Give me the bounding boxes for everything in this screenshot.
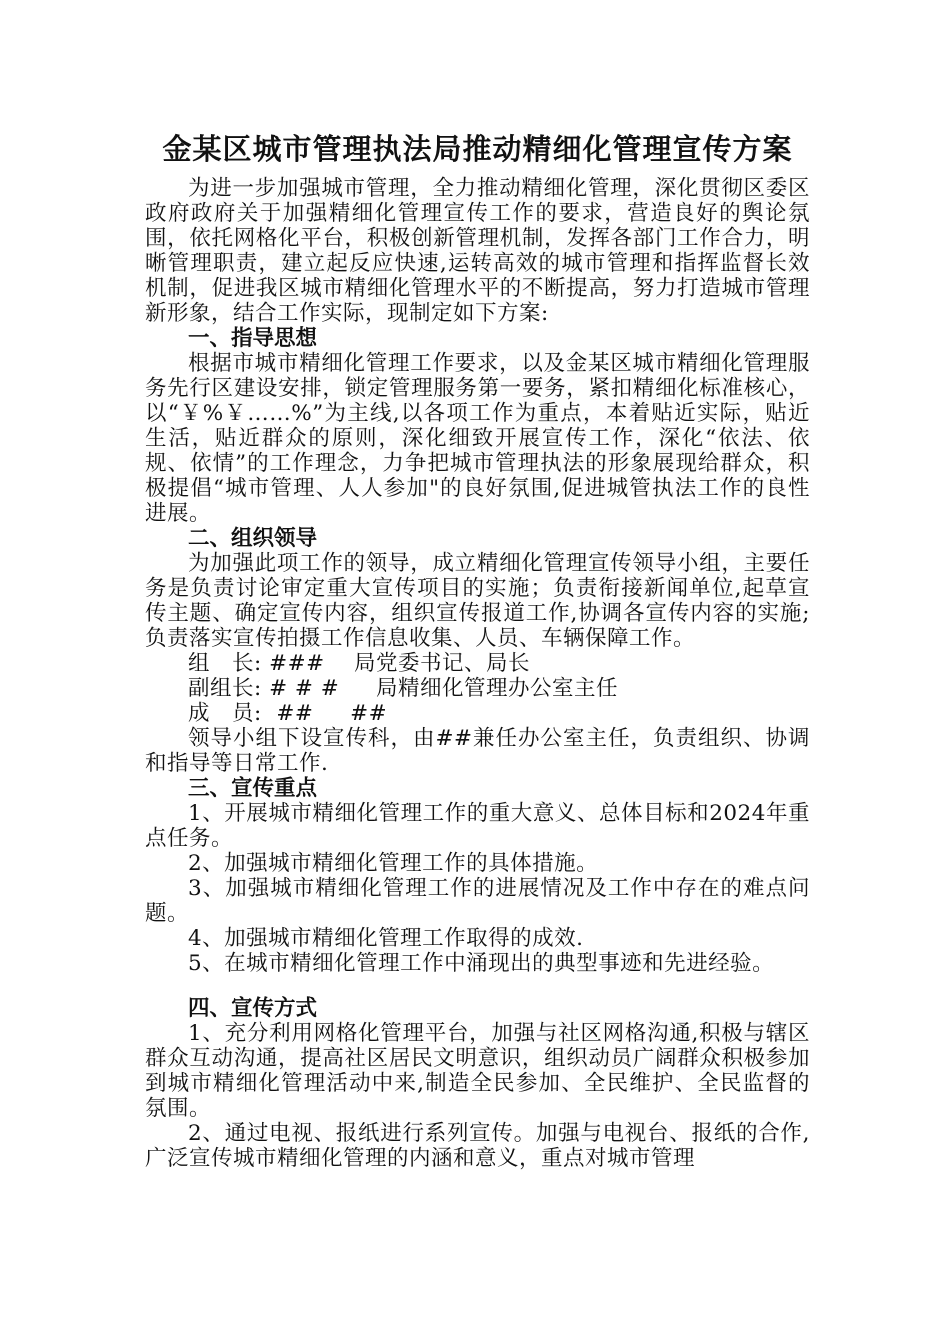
focus-item: 2、加强城市精细化管理工作的具体措施。	[188, 851, 599, 876]
document-title: 金某区城市管理执法局推动精细化管理宣传方案	[162, 132, 793, 166]
focus-item: 4、加强城市精细化管理工作取得的成效.	[188, 926, 584, 951]
office-paragraph: 领导小组下设宣传科，由##兼任办公室主任，负责组织、协调和指导等日常工作.	[145, 726, 810, 776]
method-item: 2、通过电视、报纸进行系列宣传。加强与电视台、报纸的合作,广泛宣传城市精细化管理的内涵和意义，重点对城市管理	[145, 1121, 810, 1171]
focus-item: 5、在城市精细化管理工作中涌现出的典型事迹和先进经验。	[188, 951, 775, 976]
focus-item: 1、开展城市精细化管理工作的重大意义、总体目标和2024年重点任务。	[145, 801, 810, 851]
intro-paragraph: 为进一步加强城市管理，全力推动精细化管理，深化贯彻区委区政府政府关于加强精细化管理宣传工作的要求，营造良好的舆论氛围，依托网格化平台，积极创新管理机制，发挥各部门工作合力，明晰管理职责，建立起反应快速,运转高效的城市管理和指挥监督长效机制，促进我区城市精细化管理水平的不断提高，努力打造城市管理新形象，结合工作实际，现制定如下方案:	[145, 176, 810, 326]
group-leader-line: 组 长: ### 局党委书记、局长	[188, 651, 530, 676]
document-page	[145, 130, 810, 1171]
deputy-leader-line: 副组长: # # # 局精细化管理办公室主任	[188, 676, 618, 701]
section-heading-publicity-focus: 三、宣传重点	[188, 776, 318, 801]
section-heading-organization: 二、组织领导	[188, 526, 318, 551]
organization-paragraph: 为加强此项工作的领导，成立精细化管理宣传领导小组，主要任务是负责讨论审定重大宣传项目的实施；负责衔接新闻单位,起草宣传主题、确定宣传内容，组织宣传报道工作,协调各宣传内容的实施;负责落实宣传拍摄工作信息收集、人员、车辆保障工作。	[145, 551, 810, 651]
guiding-ideology-paragraph: 根据市城市精细化管理工作要求，以及金某区城市精细化管理服务先行区建设安排，锁定管理服务第一要务，紧扣精细化标准核心，以“￥%￥……%”为主线,以各项工作为重点，本着贴近实际，贴近生活，贴近群众的原则，深化细致开展宣传工作，深化“依法、依规、依情”的工作理念，力争把城市管理执法的形象展现给群众，积极提倡“城市管理、人人参加"的良好氛围,促进城管执法工作的良性进展。	[145, 351, 810, 526]
method-item: 1、充分利用网格化管理平台，加强与社区网格沟通,积极与辖区群众互动沟通，提高社区居民文明意识，组织动员广阔群众积极参加到城市精细化管理活动中来,制造全民参加、全民维护、全民监督的氛围。	[145, 1021, 810, 1121]
members-line: 成 员: ## ##	[188, 701, 388, 726]
section-heading-guiding-ideology: 一、指导思想	[188, 326, 318, 351]
focus-item: 3、加强城市精细化管理工作的进展情况及工作中存在的难点问题。	[145, 876, 810, 926]
section-heading-publicity-methods: 四、宣传方式	[188, 996, 318, 1021]
